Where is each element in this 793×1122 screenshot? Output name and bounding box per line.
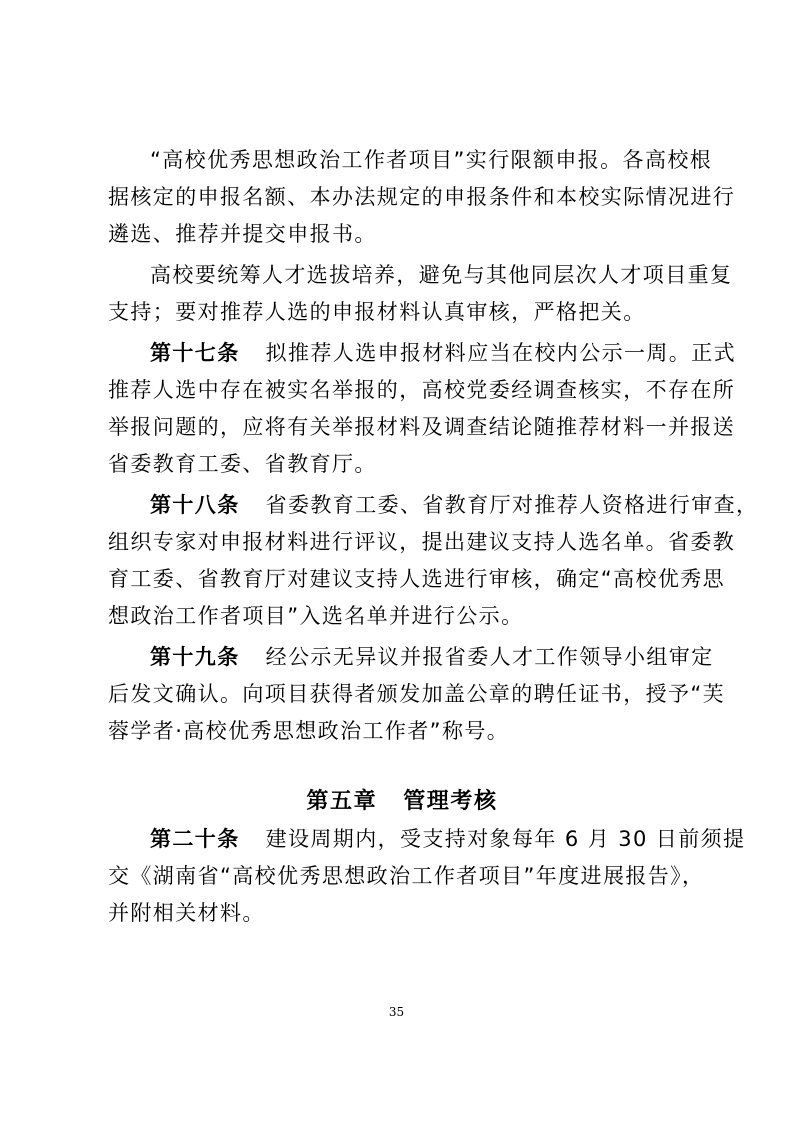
article-line: 育工委、省教育厅对建议支持人选进行审核，确定“高校优秀思 bbox=[108, 567, 726, 591]
article-text: 拟推荐人选申报材料应当在校内公示一周。正式 bbox=[265, 341, 737, 365]
paragraph-line: 据核定的申报名额、本办法规定的申报条件和本校实际情况进行 bbox=[108, 185, 736, 209]
article-first-line bbox=[108, 821, 746, 858]
paragraph-line: 遴选、推荐并提交申报书。 bbox=[108, 222, 377, 246]
article-text: 省委教育工委、省教育厅对推荐人资格进行审查， bbox=[265, 493, 759, 517]
paragraph-line: 高校要统筹人才选拔培养，避免与其他同层次人才项目重复 bbox=[150, 263, 733, 287]
article-text: 建设周期内，受支持对象每年 6 月 30 日前须提 bbox=[265, 827, 746, 851]
article-title: 第十七条 bbox=[150, 341, 240, 365]
article-19 bbox=[108, 639, 726, 750]
article-title: 第二十条 bbox=[150, 827, 240, 851]
article-line: 想政治工作者项目”入选名单并进行公示。 bbox=[108, 604, 524, 628]
article-title: 第十八条 bbox=[150, 493, 240, 517]
article-first-line bbox=[108, 335, 737, 372]
article-17 bbox=[108, 335, 737, 483]
article-line: 后发文确认。向项目获得者颁发加盖公章的聘任证书，授予“芙 bbox=[108, 682, 726, 706]
paragraph-quota-application bbox=[108, 142, 736, 253]
chapter-title: 管理考核 bbox=[403, 789, 498, 814]
article-text: 经公示无异议并报省委人才工作领导小组审定 bbox=[265, 645, 714, 669]
article-title: 第十九条 bbox=[150, 645, 240, 669]
chapter-number: 第五章 bbox=[306, 789, 378, 814]
page-number: 35 bbox=[388, 1005, 405, 1019]
article-line: 省委教育工委、省教育厅。 bbox=[108, 452, 377, 476]
article-18 bbox=[108, 487, 759, 635]
document-body bbox=[108, 142, 759, 936]
article-first-line bbox=[108, 487, 759, 524]
article-line: 蓉学者·高校优秀思想政治工作者”称号。 bbox=[108, 719, 510, 743]
article-line: 举报问题的，应将有关举报材料及调查结论随推荐材料一并报送 bbox=[108, 415, 736, 439]
article-20 bbox=[108, 821, 746, 932]
paragraph-line: “高校优秀思想政治工作者项目”实行限额申报。各高校根 bbox=[150, 148, 713, 172]
paragraph-line: 支持；要对推荐人选的申报材料认真审核，严格把关。 bbox=[108, 300, 646, 324]
article-line: 组织专家对申报材料进行评议，提出建议支持人选名单。省委教 bbox=[108, 530, 736, 554]
paragraph-talent-coordination bbox=[108, 257, 733, 331]
article-line: 交《湖南省“高校优秀思想政治工作者项目”年度进展报告》， bbox=[108, 864, 705, 888]
article-line: 并附相关材料。 bbox=[108, 901, 265, 925]
article-first-line bbox=[108, 639, 714, 676]
chapter-heading bbox=[108, 783, 696, 821]
article-line: 推荐人选中存在被实名举报的，高校党委经调查核实，不存在所 bbox=[108, 378, 736, 402]
